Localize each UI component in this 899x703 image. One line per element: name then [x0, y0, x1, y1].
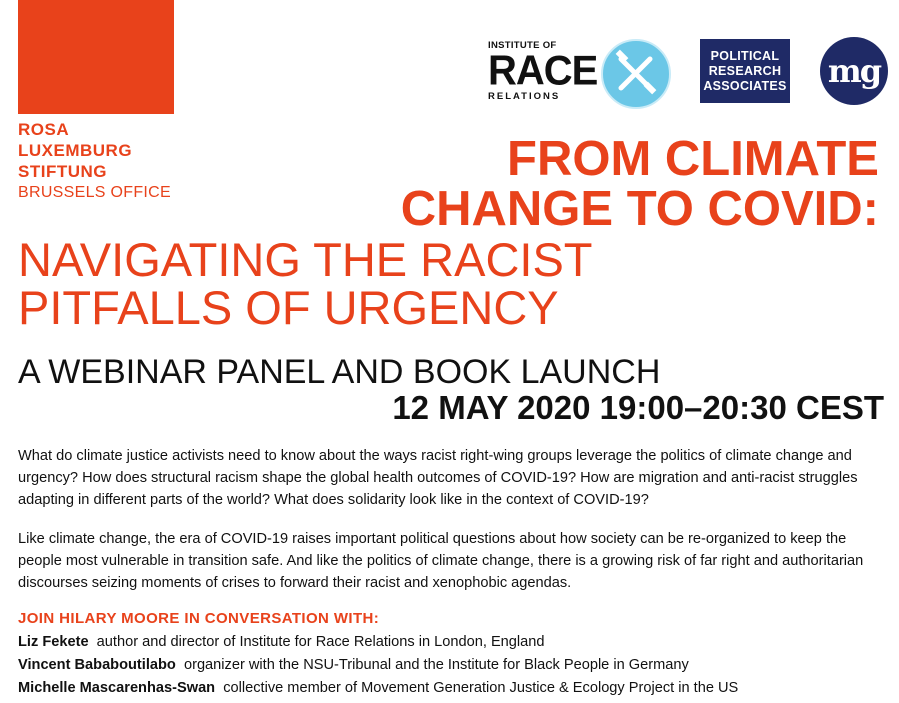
description-paragraph-2: Like climate change, the era of COVID-19 raises important political questions about how society can be re-organized to keep the people most vulnerable in transition safe. And like the politics of climate change, there is a growing risk of far right and authoritarian discourses seizing moments of crises to forward their racist and xenophobic agendas. [18, 531, 864, 591]
org-line-1: ROSA [18, 120, 70, 139]
pra-line-1: POLITICAL [710, 48, 780, 63]
speaker-name: Vincent Bababoutilabo [18, 657, 176, 673]
speaker-name: Liz Fekete [18, 634, 89, 650]
organization-name [18, 119, 171, 203]
speaker-item [18, 655, 689, 675]
title-line-2: CHANGE TO COVID: [400, 182, 879, 236]
subtitle [18, 233, 593, 334]
irr-top: INSTITUTE OF [488, 40, 557, 51]
crossed-tools-svg [603, 41, 669, 107]
speaker-name: Michelle Mascarenhas-Swan [18, 680, 216, 696]
event-date: 12 MAY 2020 19:00–20:30 CEST [392, 389, 884, 426]
speaker-description: organizer with the NSU-Tribunal and the Institute for Black People in Germany [183, 657, 689, 673]
rls-logo-block [18, 0, 174, 114]
speaker-item [18, 632, 545, 652]
description-paragraph-1: What do climate justice activists need to know about the ways racist right-wing groups leverage the politics of climate change and urgency? How does structural racism shape the global health outcomes of COVID-19? How are migration and anti-racist struggles adapting in different parts of the world? What does solidarity look like in the context of COVID-19? [18, 448, 858, 508]
subtitle-line-2: PITFALLS OF URGENCY [18, 281, 559, 334]
page-title [401, 134, 879, 234]
title-line-1: FROM CLIMATE [507, 132, 879, 186]
political-research-associates-logo [700, 39, 790, 103]
org-line-3: STIFTUNG [18, 162, 107, 181]
irr-bot: RELATIONS [488, 91, 561, 102]
panel-heading: JOIN HILARY MOORE IN CONVERSATION WITH: [18, 610, 380, 627]
pra-line-3: ASSOCIATES [703, 78, 787, 93]
speaker-description: author and director of Institute for Race Relations in London, England [96, 634, 545, 650]
speaker-item [18, 678, 738, 698]
subtitle-line-1: NAVIGATING THE RACIST [18, 233, 593, 286]
org-line-4: BRUSSELS OFFICE [18, 184, 171, 201]
institute-of-race-relations-logo [488, 40, 598, 106]
irr-mid: RACE [488, 47, 598, 95]
org-line-2: LUXEMBURG [18, 141, 133, 160]
crossed-tools-icon [601, 39, 671, 109]
pra-line-2: RESEARCH [708, 63, 782, 78]
event-type: A WEBINAR PANEL AND BOOK LAUNCH [18, 353, 661, 391]
speaker-description: collective member of Movement Generation Justice & Ecology Project in the US [223, 680, 739, 696]
mg-logo: mg [820, 37, 888, 105]
